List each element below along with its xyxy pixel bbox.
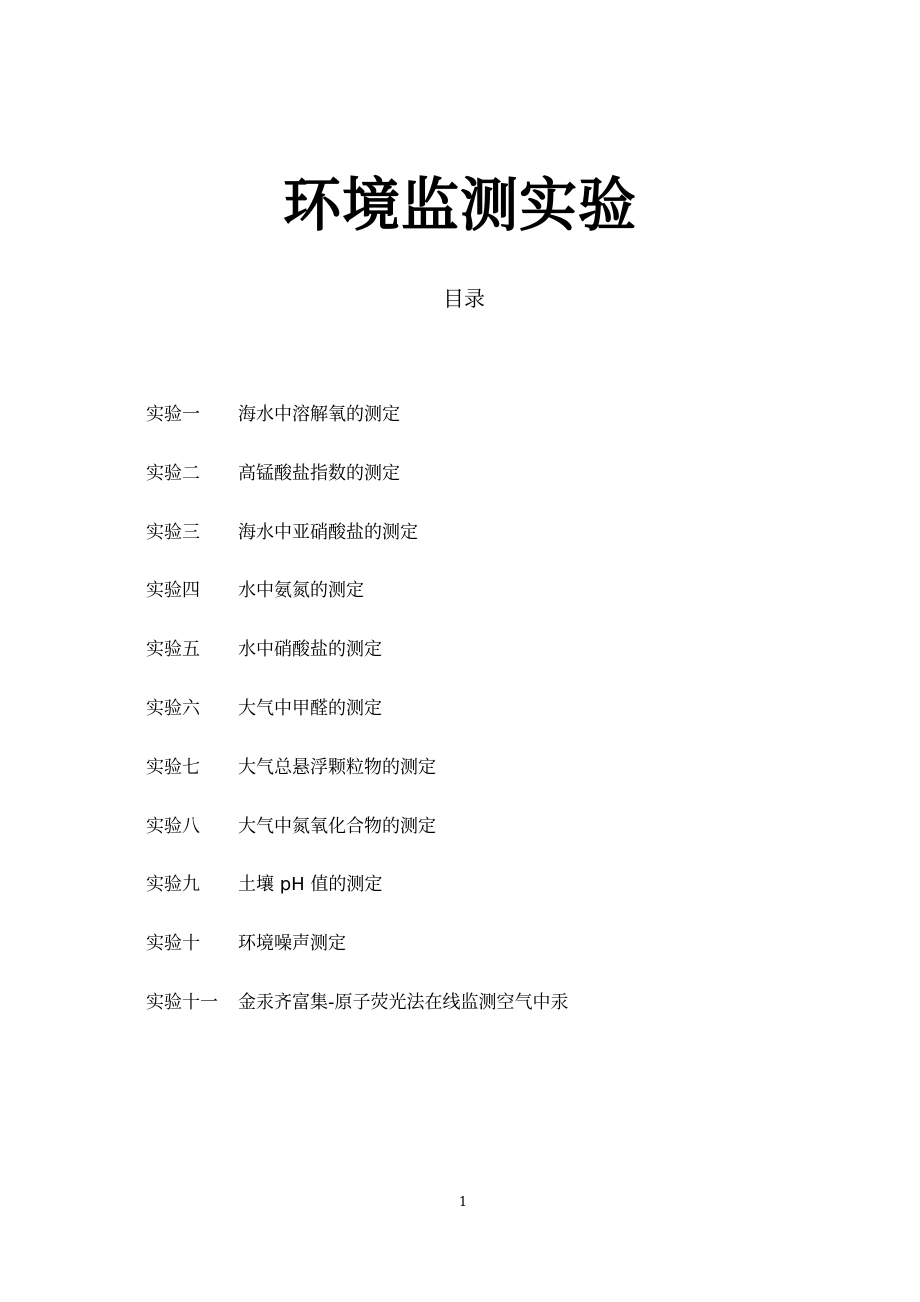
toc-entry-label: 实验四 <box>146 580 200 602</box>
page-number: 1 <box>458 1195 468 1210</box>
toc-entry-title: 环境噪声测定 <box>238 933 346 955</box>
toc-entry-label: 实验一 <box>146 404 200 425</box>
toc-entry-label: 实验九 <box>146 874 200 896</box>
toc-entry-label: 实验六 <box>146 697 200 719</box>
toc-entry-title: 高锰酸盐指数的测定 <box>238 462 400 484</box>
toc-entry-6[interactable] <box>146 694 569 753</box>
page-title: 环境监测实验 <box>282 170 637 239</box>
toc-entry-title: 金汞齐富集-原子荧光法在线监测空气中汞 <box>238 991 569 1013</box>
toc-entry-label: 实验三 <box>146 521 200 543</box>
toc-entry-title: 土壤 pH 值的测定 <box>238 874 383 896</box>
toc-entry-title: 海水中溶解氧的测定 <box>238 404 400 425</box>
toc-entry-title: 大气中氮氧化合物的测定 <box>238 815 436 837</box>
toc-entry-title: 大气总悬浮颗粒物的测定 <box>238 756 436 778</box>
toc-heading: 目录 <box>443 287 485 311</box>
toc-entry-9[interactable] <box>146 870 569 929</box>
toc-entry-4[interactable] <box>146 576 569 635</box>
toc-entry-2[interactable] <box>146 459 569 518</box>
toc-entry-label: 实验八 <box>146 815 200 837</box>
toc-entry-title: 海水中亚硝酸盐的测定 <box>238 521 418 543</box>
toc-entry-title: 大气中甲醛的测定 <box>238 697 382 719</box>
toc-entry-label: 实验二 <box>146 462 200 484</box>
toc-entry-3[interactable] <box>146 518 569 577</box>
toc-entry-8[interactable] <box>146 812 569 871</box>
toc-entry-title: 水中硝酸盐的测定 <box>238 639 382 661</box>
toc-entry-label: 实验五 <box>146 639 200 661</box>
table-of-contents <box>146 400 569 1047</box>
toc-entry-11[interactable] <box>146 988 569 1047</box>
toc-entry-10[interactable] <box>146 929 569 988</box>
toc-entry-label: 实验十 <box>146 933 200 955</box>
toc-entry-label: 实验十一 <box>146 991 218 1013</box>
toc-entry-title: 水中氨氮的测定 <box>238 580 364 602</box>
toc-entry-label: 实验七 <box>146 756 200 778</box>
toc-entry-5[interactable] <box>146 635 569 694</box>
toc-entry-1[interactable] <box>146 400 569 459</box>
toc-entry-7[interactable] <box>146 753 569 812</box>
